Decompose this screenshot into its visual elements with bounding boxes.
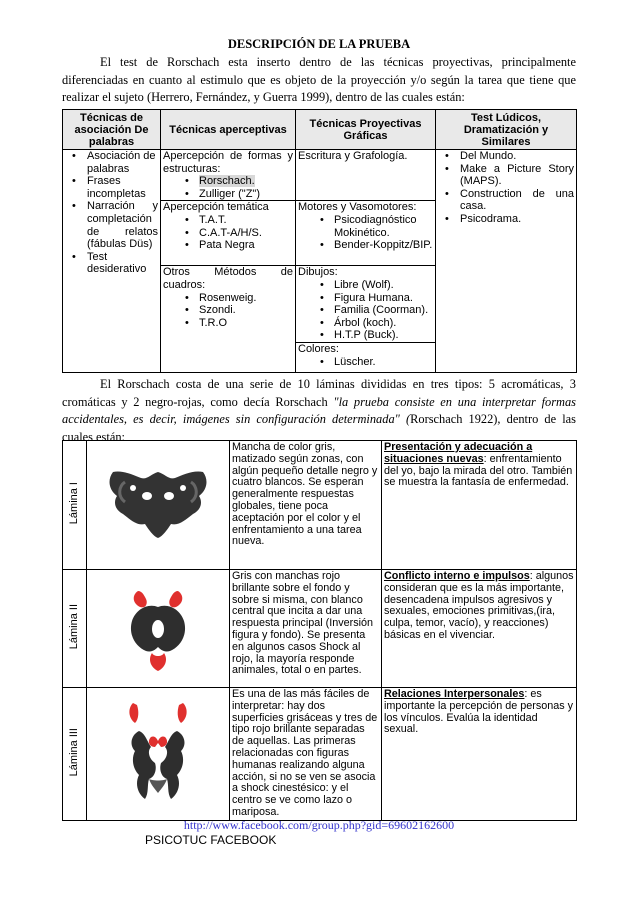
lamina-interpretation [382,441,577,570]
list-item: • Szondi. [163,304,293,317]
list-item: • Árbol (koch). [298,317,433,330]
list-item: • Lüscher. [298,356,433,369]
header-aperceptivas: Técnicas aperceptivas [161,110,296,150]
group-title: Motores y Vasomotores: [298,201,417,214]
techniques-table [62,109,577,373]
list-item: • T.A.T. [163,214,293,227]
paragraph-text: El Rorschach costa de una serie de 10 láminas divididas en tres tipos: 5 acromáticas, 3 cromáticas y 2 negro-rojas, como decía Rorschach [62,377,576,409]
aperceptivas-group-1 [161,150,296,201]
interpretation-title: Presentación y adecuación a situaciones nuevas [384,441,533,465]
lamina-label-cell [63,441,87,570]
list-item: • Rosenweig. [163,292,293,305]
list-item: • Test desiderativo [65,251,158,276]
lamina-description: Gris con manchas rojo brillante sobre el fondo y sobre si misma, con blanco central que incita a dar una respuesta principal (Inversión figura y fondo). Se presenta en algunos casos Shock al rojo, la mayoría responde animales, total o en partes. [230,570,382,688]
footer-label: PSICOTUC FACEBOOK [145,833,277,847]
lamina-label-cell [63,688,87,821]
group-title: Otros Métodos de cuadros: [163,266,293,291]
lamina-image-cell [87,570,230,688]
table-row [63,570,577,688]
page-title: DESCRIPCIÓN DE LA PRUEBA [227,37,411,51]
asociacion-cell [63,150,161,373]
aperceptivas-group-2 [161,201,296,266]
graficas-group-3 [296,266,435,342]
list-item: • H.T.P (Buck). [298,329,433,342]
list-item: • Del Mundo. [438,150,574,163]
laminas-table [62,440,577,821]
aperceptivas-group-3 [161,266,296,373]
header-asociacion: Técnicas de asociación De palabras [63,110,161,150]
list-item: • Figura Humana. [298,292,433,305]
list-item: • Frases incompletas [65,175,158,200]
paragraph-text: Rorschach 1922), dentro de las cuales están: [62,412,577,444]
table-row [63,441,577,570]
interpretation-text: : enfrentamiento del yo, bajo la mirada del otro. También se muestra la fantasía de enfermedad. [384,452,573,489]
interpretation-title: Relaciones Interpersonales [384,688,525,700]
list-item: • Pata Negra [163,239,293,252]
group-title: Apercepción de formas y estructuras: [163,150,293,175]
lamina-label: Lámina III [67,727,80,777]
header-ludicos: Test Lúdicos, Dramatización y Similares [436,110,577,150]
list-item: • Libre (Wolf). [298,279,433,292]
inkblot-lamina-2-image [118,577,198,677]
lamina-label-cell [63,570,87,688]
interpretation-title: Conflicto interno e impulsos [384,570,530,582]
group-title: Dibujos: [298,266,338,279]
graficas-group-4 [296,342,435,368]
list-item [163,175,293,188]
highlighted-text: Rorschach. [199,175,255,188]
lamina-description: Es una de las más fáciles de interpretar: hay dos superficies grisáceas y tres de tipo rojo brillante separadas de aquellas. Las primeras relacionadas con figuras humanas realizando alguna acción, si no se ven se asocia a shock cinestésico: y el centro se ve como lazo o mariposa. [230,688,382,821]
list-item: • Bender-Koppitz/BIP. [298,239,433,252]
graficas-groups-3-4 [296,266,436,373]
list-item: • Familia (Coorman). [298,304,433,317]
interpretation-text: : algunos consideran que es la más importante, desencadena impulsos agresivos y sexuales, emociones primitivas,(ira, culpa, temor, vacío), y reacciones) básicas en el vivenciar. [384,570,574,641]
list-item: • Asociación de palabras [65,150,158,175]
lamina-label: Lámina II [67,603,80,650]
graficas-group-1 [296,150,436,201]
list-item: • Narración y completación de relatos (fábulas Düs) [65,200,158,250]
list-item: • Make a Picture Story (MAPS). [438,163,574,188]
list-item: • Zulliger ("Z") [163,188,293,201]
list-item: • C.A.T-A/H/S. [163,227,293,240]
list-item: • T.R.O [163,317,293,330]
interpretation-text: : es importante la percepción de personas y los vínculos. Evalúa la identidad sexual. [384,688,574,736]
second-paragraph [62,376,576,446]
group-title: Colores: [298,342,339,355]
graficas-group-2 [296,201,436,266]
rorschach-quote: "la prueba consiste en una interpretar formas accidentales, es decir, imágenes sin configuración determinada" ( [62,394,576,427]
lamina-image-cell [87,688,230,821]
lamina-interpretation [382,688,577,821]
group-title: Apercepción temática [163,201,269,214]
intro-paragraph: El test de Rorschach esta inserto dentro de las técnicas proyectivas, principalmente diferenciadas en cuanto al estimulo que es objeto de la proyección y/o según la tarea que tiene que realizar el sujeto (Herrero, Fernández, y Guerra 1999), dentro de las cuales están: [62,55,576,105]
ludicos-cell [436,150,577,373]
list-item: • Psicodiagnóstico Mokinético. [298,214,433,239]
inkblot-lamina-1-image [103,466,213,540]
lamina-description: Mancha de color gris, matizado según zonas, con algún pequeño detalle negro y cuatro blancos. Se esperan generalmente respuestas globales, tiene poca aceptación por el color y el enfrentamiento a una tarea nueva. [230,441,382,570]
list-item: • Psicodrama. [438,213,574,226]
lamina-interpretation [382,570,577,688]
facebook-group-link[interactable]: http://www.facebook.com/group.php?gid=69602162600 [183,818,455,832]
header-graficas: Técnicas Proyectivas Gráficas [296,110,436,150]
table-row [63,688,577,821]
inkblot-lamina-3-image [115,693,201,811]
group-title: Escritura y Grafología. [298,150,408,162]
lamina-label: Lámina I [67,482,80,525]
lamina-image-cell [87,441,230,570]
list-item: • Construction de una casa. [438,188,574,213]
